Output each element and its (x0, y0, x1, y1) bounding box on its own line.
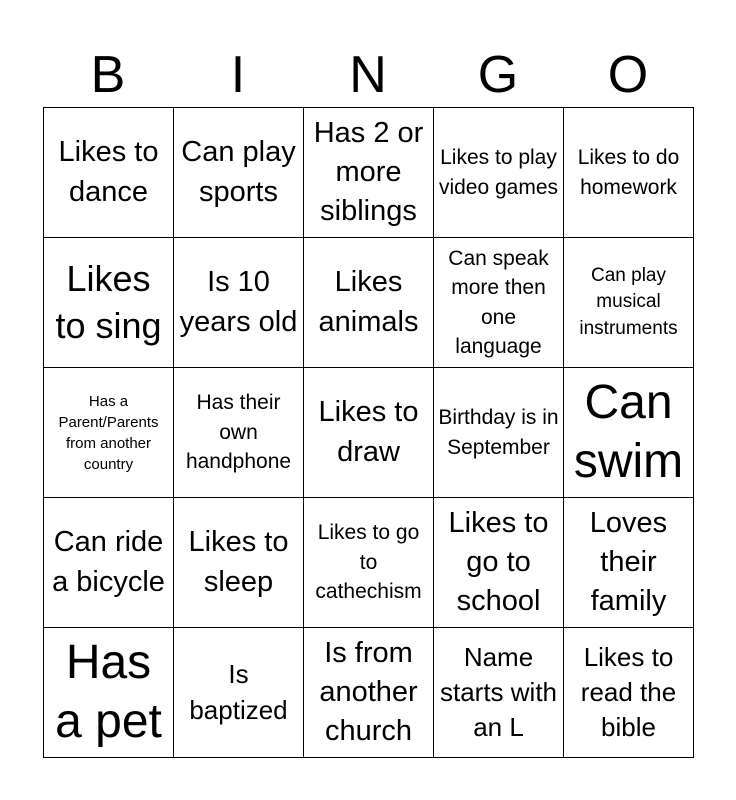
board-row (44, 368, 694, 498)
board-row (44, 498, 694, 628)
bingo-cell (174, 628, 304, 758)
bingo-header (43, 44, 693, 106)
bingo-cell (304, 628, 434, 758)
header-letter-o: O (607, 46, 649, 104)
bingo-cell (174, 108, 304, 238)
bingo-cell (304, 108, 434, 238)
cell-text: Can speak more then one language (448, 246, 549, 358)
bingo-cell (564, 108, 694, 238)
header-letter-n: N (349, 46, 387, 104)
cell-text: Likes to draw (318, 396, 419, 468)
cell-text: Can swim (573, 375, 684, 488)
cell-text: Can ride a bicycle (52, 526, 165, 598)
header-letter-b: B (90, 46, 126, 104)
bingo-cell (304, 238, 434, 368)
bingo-cell (564, 628, 694, 758)
cell-text: Birthday is in September (438, 406, 559, 459)
cell-text: Likes to go to cathechism (315, 521, 422, 604)
bingo-cell (174, 238, 304, 368)
cell-text: Likes to do homework (577, 146, 680, 199)
bingo-cell (44, 368, 174, 498)
cell-text: Has a pet (55, 635, 162, 748)
bingo-cell (44, 108, 174, 238)
bingo-cell (44, 628, 174, 758)
cell-text: Likes to play video games (438, 146, 559, 199)
cell-text: Has 2 or more siblings (313, 116, 424, 228)
cell-text: Has a Parent/Parents from another country (58, 392, 159, 473)
bingo-cell (44, 498, 174, 628)
cell-text: Loves their family (589, 506, 668, 618)
bingo-cell (304, 368, 434, 498)
bingo-cell (434, 498, 564, 628)
bingo-cell (174, 368, 304, 498)
cell-text: Name starts with an L (439, 641, 558, 743)
board-row (44, 628, 694, 758)
bingo-cell (434, 628, 564, 758)
cell-text: Is 10 years old (179, 266, 298, 338)
header-letter-i: I (230, 46, 246, 104)
cell-text: Likes to read the bible (580, 641, 677, 743)
cell-text: Can play musical instruments (579, 264, 678, 339)
cell-text: Is baptized (189, 659, 288, 725)
board-row (44, 108, 694, 238)
bingo-cell (44, 238, 174, 368)
cell-text: Likes animals (318, 266, 419, 338)
cell-text: Likes to sing (55, 258, 162, 346)
cell-text: Has their own handphone (185, 391, 292, 474)
bingo-cell (434, 108, 564, 238)
cell-text: Likes to sleep (188, 526, 289, 598)
cell-text: Likes to dance (58, 136, 159, 208)
bingo-board (43, 107, 694, 758)
bingo-cell (434, 238, 564, 368)
bingo-cell (304, 498, 434, 628)
cell-text: Can play sports (181, 136, 296, 208)
board-row (44, 238, 694, 368)
bingo-cell (174, 498, 304, 628)
header-letter-g: G (477, 46, 519, 104)
bingo-cell (564, 498, 694, 628)
bingo-cell (434, 368, 564, 498)
cell-text: Is from another church (319, 636, 418, 748)
bingo-cell (564, 368, 694, 498)
bingo-cell (564, 238, 694, 368)
cell-text: Likes to go to school (448, 506, 549, 618)
